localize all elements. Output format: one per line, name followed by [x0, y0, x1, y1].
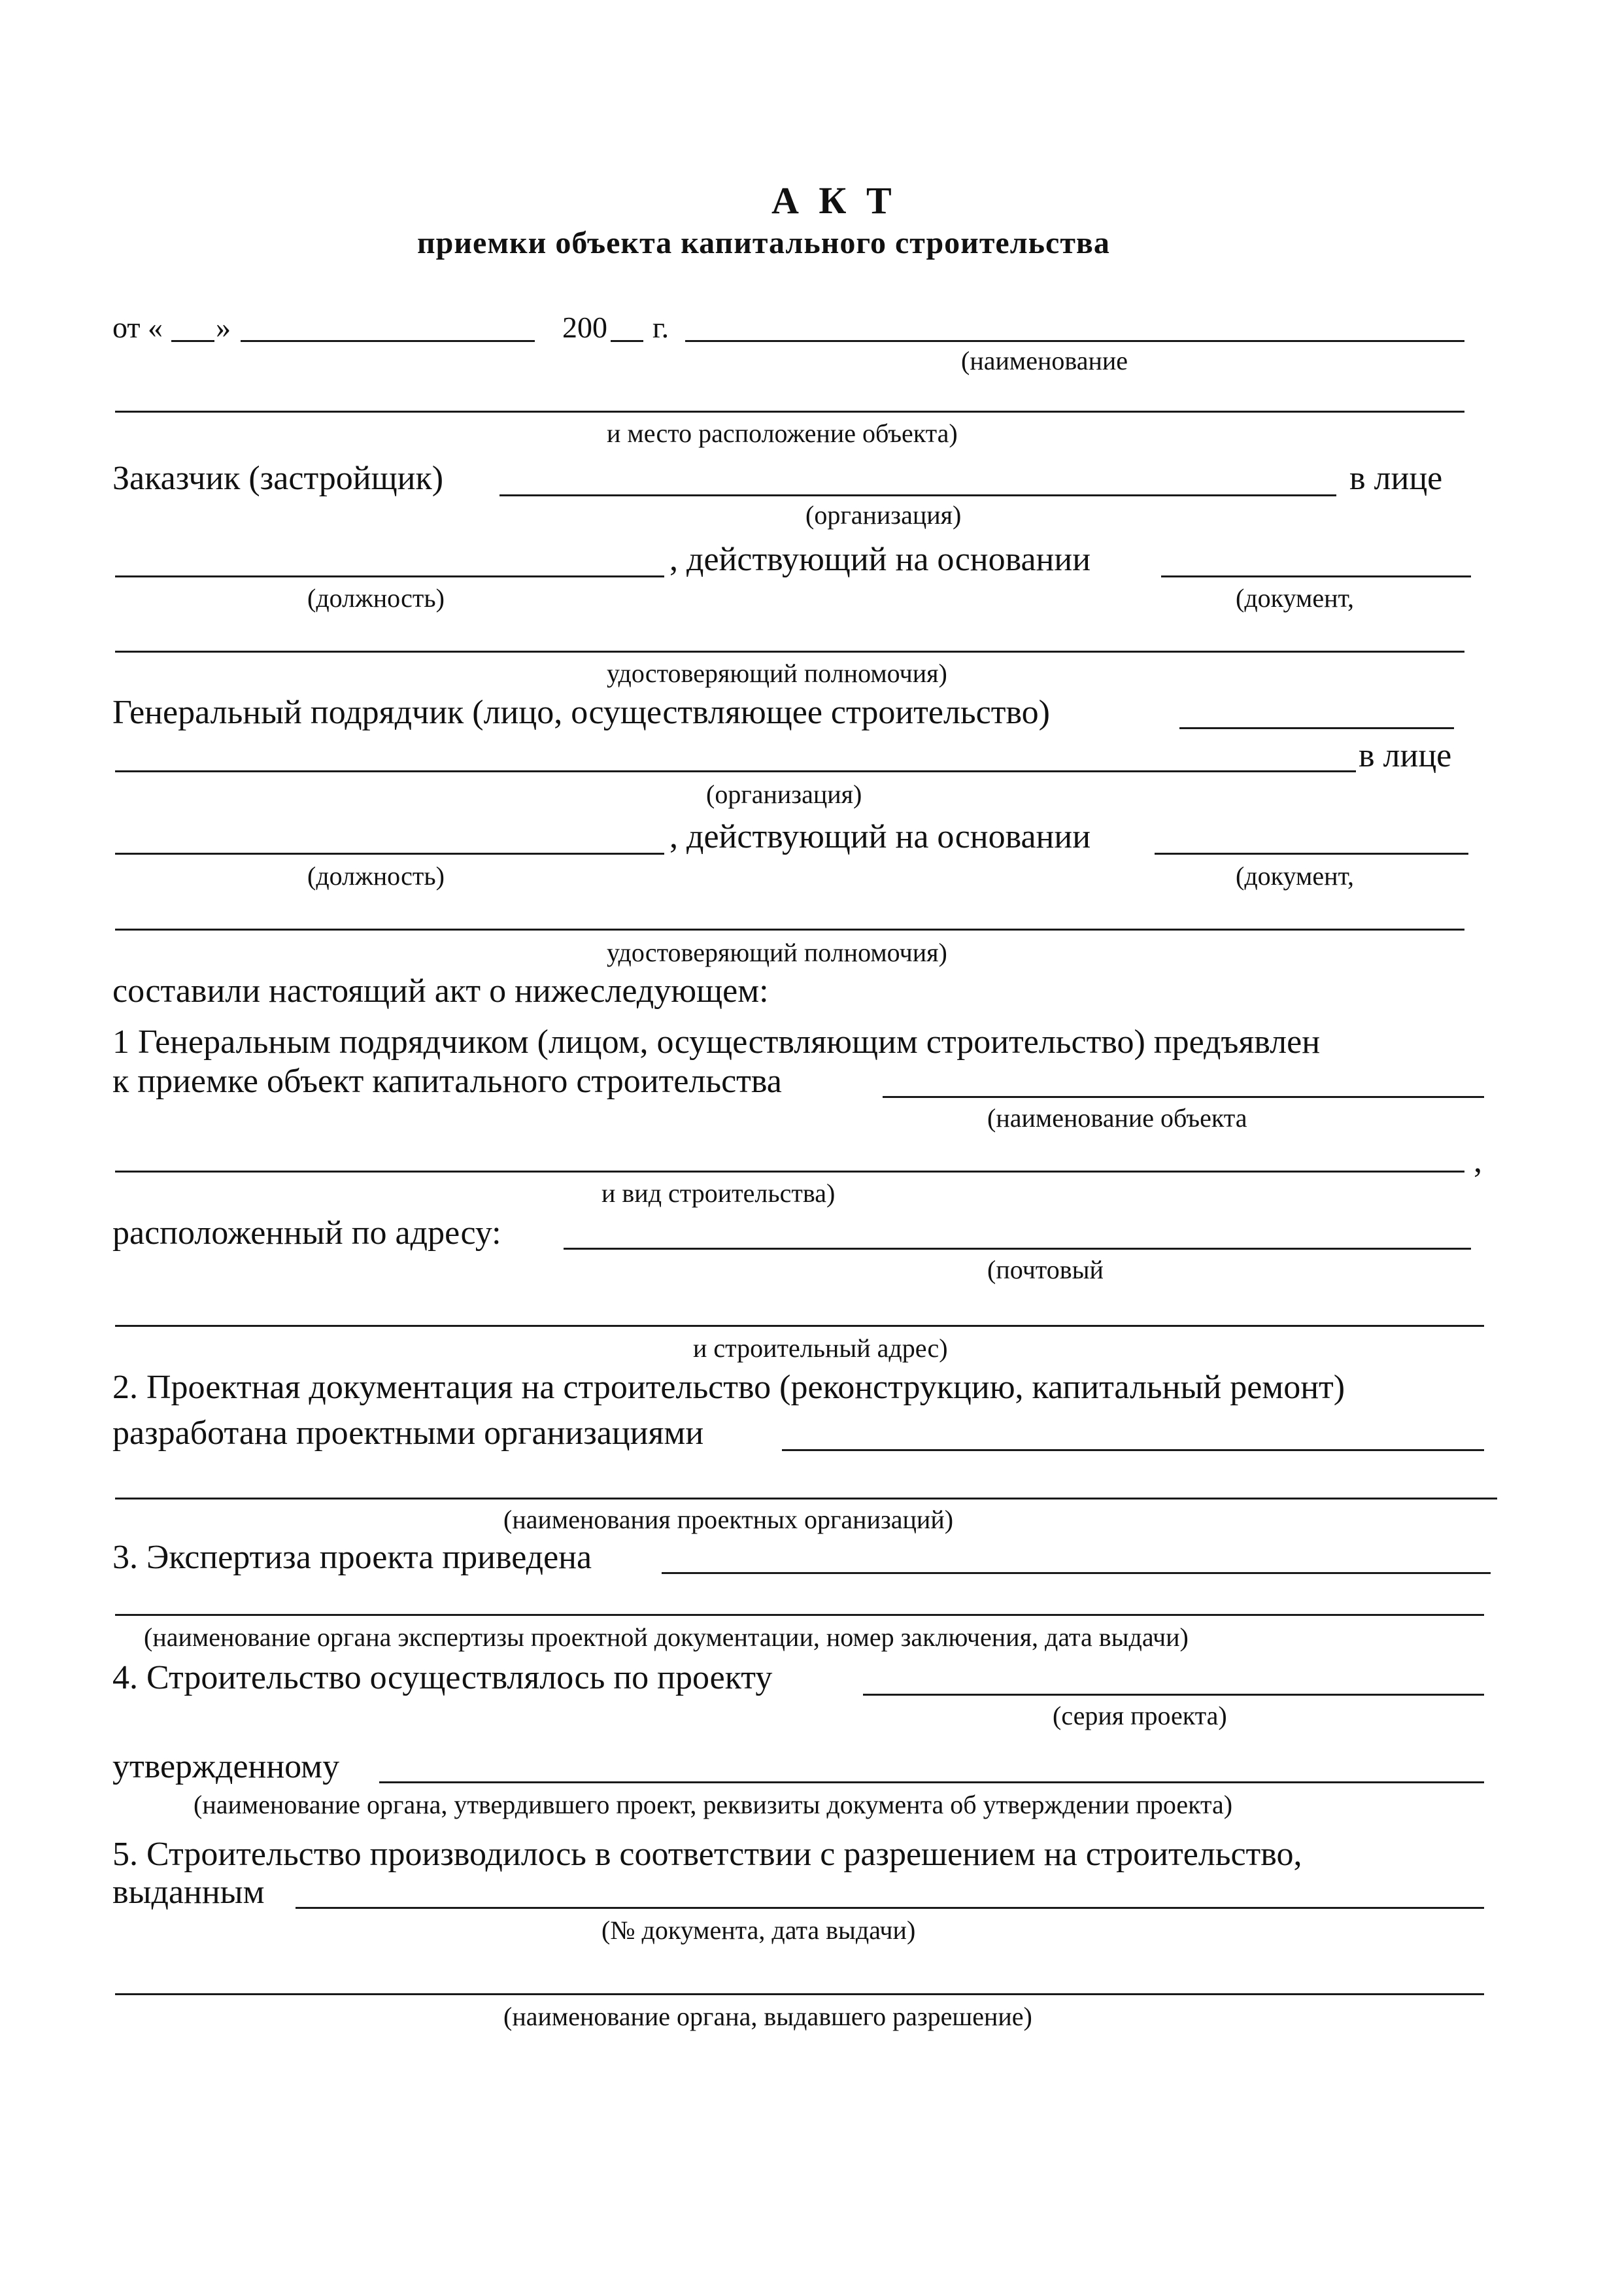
date-year-field[interactable] — [611, 340, 643, 342]
item1-line1: 1 Генеральным подрядчиком (лицом, осуществляющим строительство) предъявлен — [112, 1023, 1321, 1061]
document-title: А К Т — [771, 179, 897, 222]
item1-postal-address-field[interactable] — [564, 1248, 1471, 1250]
item5-permit-document-field[interactable] — [296, 1907, 1484, 1909]
item5-issued-label: выданным — [112, 1874, 265, 1911]
date-year-prefix: 200 — [562, 311, 607, 344]
contractor-authority-field[interactable] — [115, 929, 1464, 931]
item3-expertise-field-1[interactable] — [662, 1572, 1491, 1574]
customer-position-field[interactable] — [115, 575, 664, 577]
item1-comma: , — [1474, 1142, 1482, 1180]
item4-series-caption: (серия проекта) — [1053, 1701, 1227, 1730]
customer-authority-caption: удостоверяющий полномочия) — [607, 659, 947, 688]
item2-line1: 2. Проектная документация на строительство (реконструкцию, капитальный ремонт) — [112, 1369, 1345, 1406]
contractor-org-caption: (организация) — [706, 780, 862, 809]
item1-object-name-caption: (наименование объекта — [987, 1103, 1247, 1133]
item1-construction-type-field[interactable] — [115, 1171, 1464, 1173]
item3-label: 3. Экспертиза проекта приведена — [112, 1539, 592, 1576]
customer-authority-field[interactable] — [115, 651, 1464, 653]
date-day-field[interactable] — [171, 340, 214, 342]
object-location-field[interactable] — [115, 411, 1464, 413]
object-location-caption: и место расположение объекта) — [607, 419, 958, 448]
item3-expertise-caption: (наименование органа экспертизы проектной документации, номер заключения, дата выдачи) — [144, 1622, 1189, 1652]
object-name-field[interactable] — [685, 340, 1464, 342]
item4-approved-label: утвержденному — [112, 1748, 340, 1785]
contractor-org-field-1[interactable] — [1179, 727, 1454, 729]
item2-design-org-caption: (наименования проектных организаций) — [503, 1505, 954, 1534]
contractor-position-caption: (должность) — [307, 861, 445, 891]
contractor-acting: , действующий на основании — [669, 818, 1091, 855]
item2-design-org-field-2[interactable] — [115, 1498, 1497, 1499]
item5-document-caption: (№ документа, дата выдачи) — [601, 1915, 916, 1945]
item3-expertise-field-2[interactable] — [115, 1614, 1484, 1616]
item1-construction-address-field[interactable] — [115, 1325, 1484, 1327]
item5-issuing-authority-field[interactable] — [115, 1993, 1484, 1995]
item2-line2: разработана проектными организациями — [112, 1414, 704, 1452]
customer-org-caption: (организация) — [805, 500, 962, 530]
customer-in-person: в лице — [1349, 460, 1443, 497]
customer-document-caption: (документ, — [1236, 583, 1354, 613]
date-day-close: » — [216, 311, 231, 344]
contractor-authority-caption: удостоверяющий полномочия) — [607, 938, 947, 967]
item4-approved-caption: (наименование органа, утвердившего проект, реквизиты документа об утверждении проекта) — [194, 1790, 1233, 1819]
item4-approved-field[interactable] — [379, 1781, 1484, 1783]
item1-construction-address-caption: и строительный адрес) — [693, 1333, 948, 1363]
contractor-position-field[interactable] — [115, 853, 664, 855]
date-month-field[interactable] — [241, 340, 535, 342]
contractor-org-field-2[interactable] — [115, 770, 1356, 772]
item1-line2: к приемке объект капитального строительства — [112, 1063, 782, 1100]
intro-text: составили настоящий акт о нижеследующем: — [112, 972, 769, 1010]
customer-label: Заказчик (застройщик) — [112, 460, 444, 497]
document-subtitle: приемки объекта капитального строительства — [417, 226, 1110, 260]
date-prefix: от « — [112, 311, 163, 344]
item5-line1: 5. Строительство производилось в соответствии с разрешением на строительство, — [112, 1836, 1302, 1873]
contractor-document-caption: (документ, — [1236, 861, 1354, 891]
customer-document-field[interactable] — [1161, 575, 1471, 577]
contractor-in-person: в лице — [1359, 737, 1452, 774]
customer-position-caption: (должность) — [307, 583, 445, 613]
item1-postal-caption: (почтовый — [987, 1255, 1104, 1284]
item1-construction-type-caption: и вид строительства) — [601, 1178, 836, 1208]
item2-design-org-field-1[interactable] — [782, 1449, 1484, 1451]
object-name-caption: (наименование — [961, 346, 1128, 375]
customer-org-field[interactable] — [499, 494, 1336, 496]
item1-address-label: расположенный по адресу: — [112, 1214, 501, 1252]
item4-label: 4. Строительство осуществлялось по проекту — [112, 1659, 773, 1696]
item1-object-name-field[interactable] — [883, 1096, 1484, 1098]
customer-acting: , действующий на основании — [669, 541, 1091, 578]
contractor-label: Генеральный подрядчик (лицо, осуществляющее строительство) — [112, 694, 1050, 731]
date-year-suffix: г. — [652, 311, 669, 344]
item5-authority-caption: (наименование органа, выдавшего разрешение) — [503, 2002, 1032, 2031]
contractor-document-field[interactable] — [1155, 853, 1468, 855]
item4-project-series-field[interactable] — [863, 1694, 1484, 1696]
